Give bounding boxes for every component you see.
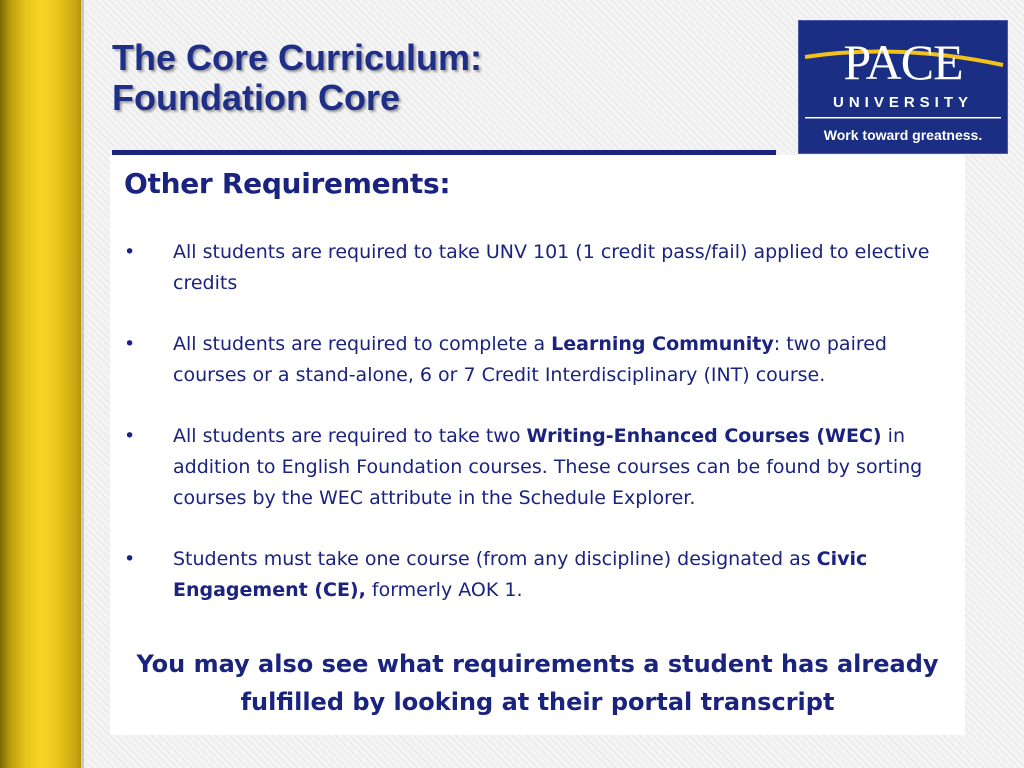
gold-sidebar-bar: [0, 0, 84, 768]
closing-note-line-2: fulfilled by looking at their portal transcript: [240, 688, 835, 716]
requirement-text: All students are required to take UNV 101 (1 credit pass/fail) applied to elective credits: [173, 241, 930, 294]
requirement-item: [110, 544, 965, 606]
closing-note-line-1: You may also see what requirements a student has already: [136, 650, 939, 678]
requirement-text-after: : two paired courses or a stand-alone, 6 or 7 Credit Interdisciplinary (INT) course.: [173, 333, 887, 386]
requirement-highlight: Writing-Enhanced Courses (WEC): [526, 425, 882, 447]
logo-name: PACE: [843, 34, 963, 90]
slide-title-line-1: The Core Curriculum:: [112, 37, 483, 78]
requirement-highlight: Civic Engagement (CE),: [173, 548, 868, 601]
logo-divider: [805, 117, 1001, 119]
slide-title: [112, 38, 482, 118]
requirements-list: [110, 237, 965, 636]
requirement-item: [110, 421, 965, 514]
section-heading: Other Requirements:: [124, 167, 451, 200]
pace-logo-graphic: [799, 21, 1007, 153]
requirement-highlight: Learning Community: [551, 333, 774, 355]
logo-subtitle: UNIVERSITY: [832, 94, 974, 111]
slide-title-line-2: Foundation Core: [112, 77, 400, 118]
requirement-text: All students are required to take two: [173, 425, 527, 447]
requirement-text: All students are required to complete a: [173, 333, 552, 355]
requirement-item: [110, 329, 965, 391]
pace-university-logo: [798, 20, 1008, 154]
requirement-text: Students must take one course (from any discipline) designated as: [173, 548, 817, 570]
logo-tagline: Work toward greatness.: [823, 127, 983, 143]
closing-note: [110, 645, 965, 721]
requirement-text-after: formerly AOK 1.: [365, 579, 523, 601]
bullet-icon: •: [124, 548, 136, 570]
content-panel: [110, 155, 965, 735]
bullet-icon: •: [124, 333, 136, 355]
bullet-icon: •: [124, 241, 136, 263]
bullet-icon: •: [124, 425, 136, 447]
requirement-item: [110, 237, 965, 299]
requirement-text-after: in addition to English Foundation courses. These courses can be found by sorting courses by the WEC attribute in the Schedule Explorer.: [173, 425, 923, 509]
